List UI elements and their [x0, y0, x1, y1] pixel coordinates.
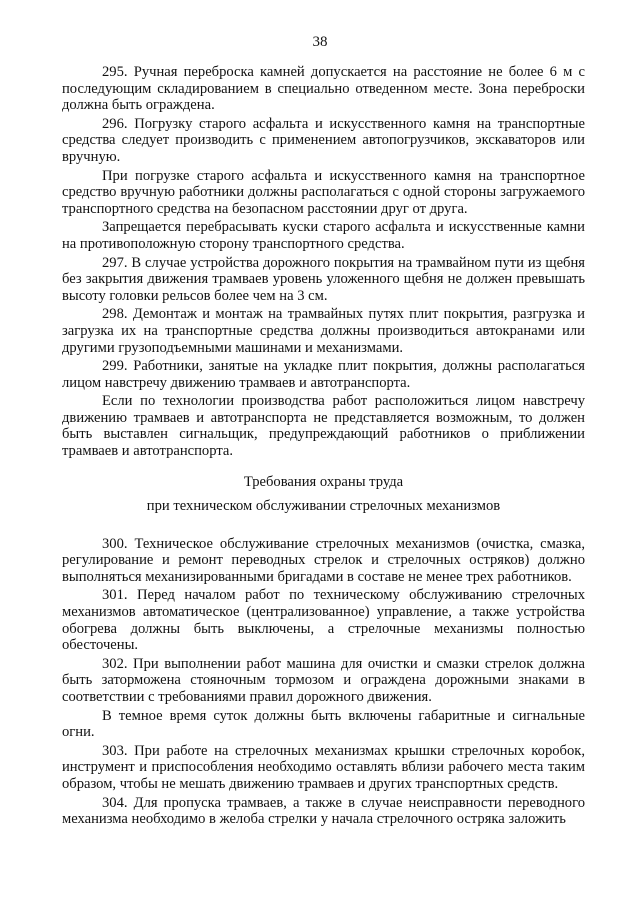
- paragraph-303: 303. При работе на стрелочных механизмах крышки стрелочных коробок, инструмент и приспособления необходимо оставлять вблизи рабочего места таким образом, чтобы не мешать движению трамваев и других транспортных средств.: [62, 742, 585, 792]
- paragraph-302: 302. При выполнении работ машина для очистки и смазки стрелок должна быть заторможена стояночным тормозом и ограждена дорожными знаками в соответствии с требованиями правил дорожного движения.: [62, 655, 585, 705]
- paragraph-296-prohibition: Запрещается перебрасывать куски старого асфальта и искусственные камни на противоположную сторону транспортного средства.: [62, 219, 585, 252]
- paragraph-304: 304. Для пропуска трамваев, а также в случае неисправности переводного механизма необходимо в желоба стрелки у начала стрелочного остряка заложить: [62, 794, 585, 828]
- document-body: [62, 64, 585, 828]
- paragraph-301: 301. Перед началом работ по техническому обслуживанию стрелочных механизмов автоматическое (централизованное) управление, а также устройства обогрева должны быть выключены, а стрелочные механизмы полностью обесточены.: [62, 587, 585, 654]
- paragraph-296: 296. Погрузку старого асфальта и искусственного камня на транспортные средства следует производить с применением автопогрузчиков, экскаваторов или вручную.: [62, 115, 585, 165]
- paragraph-298: 298. Демонтаж и монтаж на трамвайных путях плит покрытия, разгрузка и загрузка их на транспортные средства должны производиться автокранами или другими грузоподъемными машинами и механизмами.: [62, 306, 585, 356]
- section-heading-line1: Требования охраны труда: [243, 473, 404, 490]
- section-heading-line2: при техническом обслуживании стрелочных механизмов: [146, 497, 501, 514]
- section-heading: [62, 470, 585, 518]
- paragraph-299: 299. Работники, занятые на укладке плит покрытия, должны располагаться лицом навстречу движению трамваев и автотранспорта.: [62, 358, 585, 391]
- paragraph-295: 295. Ручная переброска камней допускается на расстояние не более 6 м с последующим складированием в специально отведенном месте. Зона переброски должна быть ограждена.: [62, 64, 585, 114]
- paragraph-296-loading-manual: При погрузке старого асфальта и искусственного камня на транспортное средство вручную работники должны располагаться с одной стороны загружаемого транспортного средства на безопасном расстоянии друг от друга.: [62, 167, 585, 217]
- paragraph-297: 297. В случае устройства дорожного покрытия на трамвайном пути из щебня без закрытия движения трамваев уровень уложенного щебня не должен превышать высоту головки рельсов более чем на 3 см.: [62, 254, 585, 304]
- paragraph-299-signalman: Если по технологии производства работ расположиться лицом навстречу движению трамваев и автотранспорта не представляется возможным, то должен быть выставлен сигнальщик, предупреждающий работников о приближении трамваев и автотранспорта.: [62, 393, 585, 460]
- paragraph-302-night-lights: В темное время суток должны быть включены габаритные и сигнальные огни.: [62, 707, 585, 741]
- paragraph-300: 300. Техническое обслуживание стрелочных механизмов (очистка, смазка, регулирование и ремонт переводных стрелок и стрелочных остряков) должно выполняться механизированными бригадами в составе не менее трех работников.: [62, 535, 585, 585]
- page-number: 38: [312, 34, 328, 50]
